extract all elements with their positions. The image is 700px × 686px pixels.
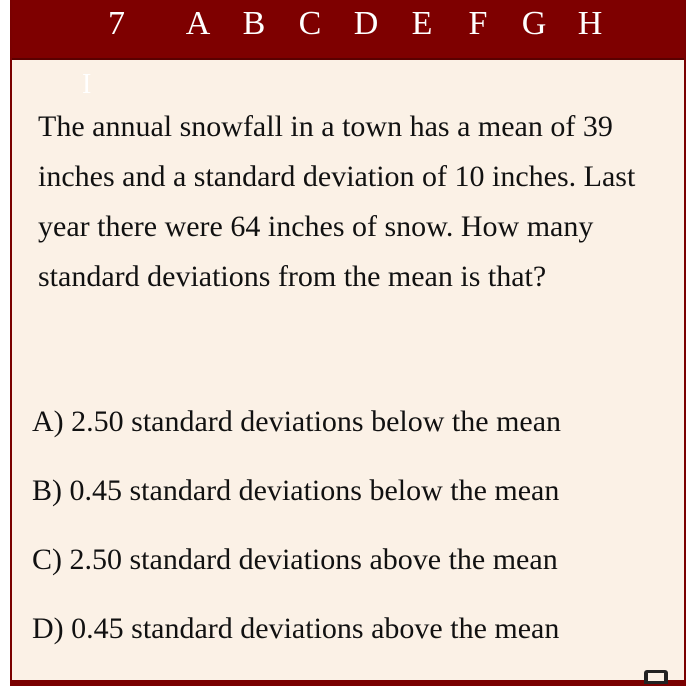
- answer-choices: [22, 405, 642, 681]
- text-cursor: I: [82, 69, 92, 100]
- folder-icon[interactable]: [644, 670, 668, 684]
- choice-d[interactable]: D) 0.45 standard deviations above the mean: [32, 612, 560, 645]
- letter-tab-b[interactable]: B: [242, 5, 266, 42]
- question-number: 7: [108, 5, 125, 42]
- letter-tab-c[interactable]: C: [298, 5, 322, 42]
- letter-tab-a[interactable]: A: [185, 5, 211, 42]
- letter-tab-h[interactable]: H: [577, 5, 603, 42]
- choice-c[interactable]: C) 2.50 standard deviations above the mean: [32, 543, 558, 576]
- choice-a[interactable]: A) 2.50 standard deviations below the mean: [32, 405, 562, 438]
- letter-tab-d[interactable]: D: [353, 5, 379, 42]
- choice-b[interactable]: B) 0.45 standard deviations below the mean: [32, 474, 560, 507]
- question-panel: [10, 0, 686, 684]
- bottom-border: [10, 680, 686, 686]
- question-text: The annual snowfall in a town has a mean of 39 inches and a standard deviation of 10 inches. Last year there were 64 inches of snow. How many standard deviations from the mean is that?: [38, 110, 636, 293]
- letter-tab-g[interactable]: G: [521, 5, 547, 42]
- letter-tab-f[interactable]: F: [468, 5, 488, 42]
- answer-letter-tabs: [170, 4, 618, 44]
- header-bar: [12, 0, 684, 60]
- letter-tab-e[interactable]: E: [411, 5, 433, 42]
